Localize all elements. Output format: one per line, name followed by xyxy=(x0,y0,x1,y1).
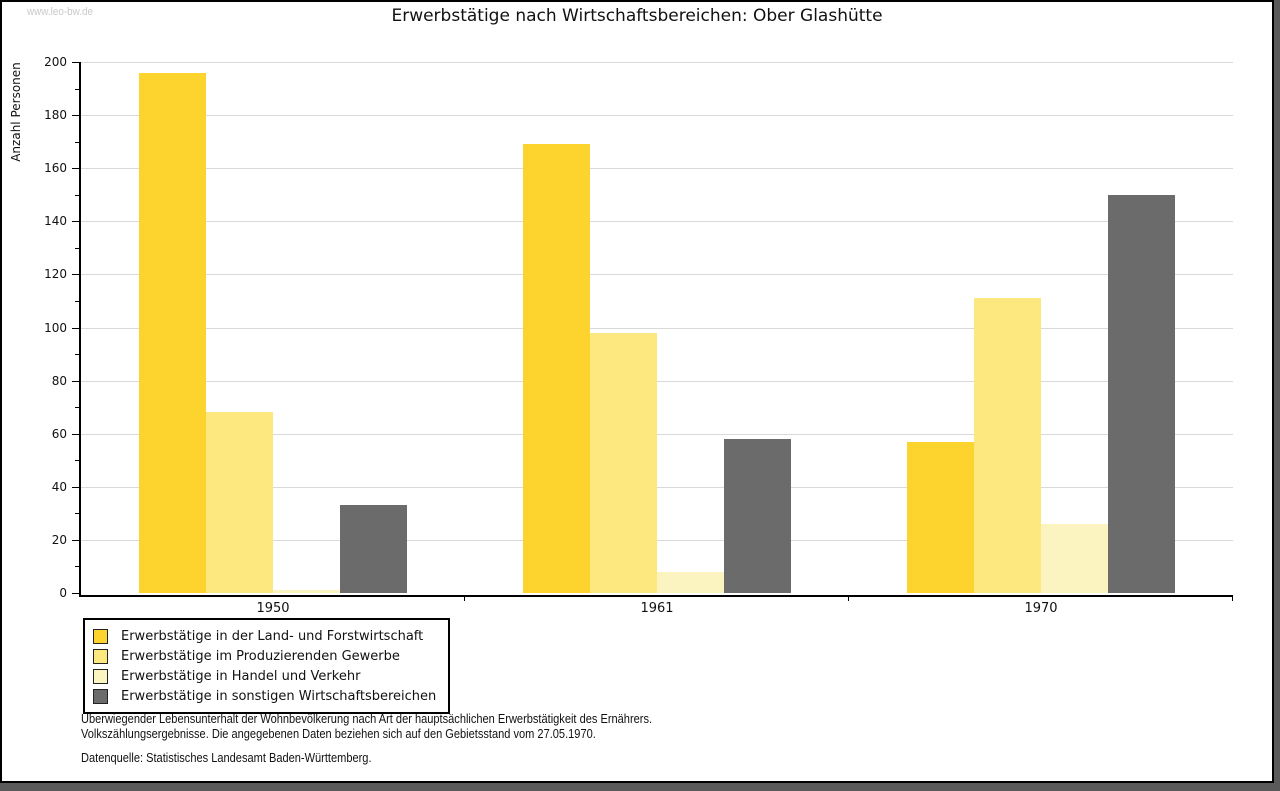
x-axis-line xyxy=(79,595,1233,597)
legend-box xyxy=(83,618,450,714)
legend-swatch-icon xyxy=(93,649,108,664)
bar-1961-series-4 xyxy=(724,439,791,593)
legend-row-1 xyxy=(93,626,436,646)
y-tick-label-160: 160 xyxy=(44,161,67,176)
y-axis-line xyxy=(79,62,81,597)
bar-1950-series-3 xyxy=(273,590,340,593)
legend-swatch-icon xyxy=(93,629,108,644)
x-tick-label-1970: 1970 xyxy=(1024,601,1058,616)
data-source-note: Datenquelle: Statistisches Landesamt Baden-Württemberg. xyxy=(81,750,372,765)
y-tick-label-100: 100 xyxy=(44,320,67,335)
x-tick-label-1961: 1961 xyxy=(640,601,674,616)
gridline-180 xyxy=(81,115,1233,116)
y-tick-label-20: 20 xyxy=(51,532,67,547)
bar-1970-series-4 xyxy=(1108,195,1175,593)
x-tick-label-1950: 1950 xyxy=(256,601,290,616)
footer-notes xyxy=(81,711,652,765)
bar-1950-series-4 xyxy=(340,505,407,593)
gridline-80 xyxy=(81,381,1233,382)
legend-swatch-icon xyxy=(93,689,108,704)
y-tick-label-180: 180 xyxy=(44,108,67,123)
legend-row-4 xyxy=(93,686,436,706)
plot-area xyxy=(44,55,1233,616)
x-divider-tick-1 xyxy=(464,595,465,601)
bar-1961-series-3 xyxy=(657,572,724,593)
bar-1950-series-1 xyxy=(139,73,206,593)
gridline-100 xyxy=(81,328,1233,329)
legend-label: Erwerbstätige im Produzierenden Gewerbe xyxy=(121,648,400,664)
legend-swatch-icon xyxy=(93,669,108,684)
gridline-120 xyxy=(81,274,1233,275)
bar-1961-series-1 xyxy=(523,144,590,593)
x-divider-tick-2 xyxy=(848,595,849,601)
y-tick-label-80: 80 xyxy=(51,373,67,388)
footer-note-line1: Überwiegender Lebensunterhalt der Wohnbevölkerung nach Art der hauptsächlichen Erwerbstätigkeit des Ernährers. xyxy=(81,711,653,726)
bar-1970-series-3 xyxy=(1041,524,1108,593)
footer-note-line2: Volkszählungsergebnisse. Die angegebenen Daten beziehen sich auf den Gebietsstand vom 27.05.1970. xyxy=(81,726,596,741)
legend-label: Erwerbstätige in Handel und Verkehr xyxy=(121,668,361,684)
y-axis-title: Anzahl Personen xyxy=(9,62,23,162)
y-tick-label-60: 60 xyxy=(51,426,67,441)
y-tick-label-0: 0 xyxy=(59,586,67,600)
y-tick-label-120: 120 xyxy=(44,267,67,282)
gridline-140 xyxy=(81,221,1233,222)
chart-title: Erwerbstätige nach Wirtschaftsbereichen: Ober Glashütte xyxy=(391,6,883,26)
bar-1970-series-2 xyxy=(974,298,1041,593)
gridline-160 xyxy=(81,168,1233,169)
bar-1961-series-2 xyxy=(590,333,657,593)
legend-label: Erwerbstätige in sonstigen Wirtschaftsbereichen xyxy=(121,688,437,704)
x-divider-tick-3 xyxy=(1232,595,1233,601)
legend-row-2 xyxy=(93,646,436,666)
legend-label: Erwerbstätige in der Land- und Forstwirtschaft xyxy=(121,628,424,644)
y-tick-label-40: 40 xyxy=(51,479,67,494)
bar-1950-series-2 xyxy=(206,412,273,593)
gridline-200 xyxy=(81,62,1233,63)
bar-1970-series-1 xyxy=(907,442,974,593)
y-tick-label-200: 200 xyxy=(44,55,67,69)
leo-bw-watermark: www.leo-bw.de xyxy=(27,6,94,18)
legend-row-3 xyxy=(93,666,436,686)
y-tick-label-140: 140 xyxy=(44,214,67,229)
